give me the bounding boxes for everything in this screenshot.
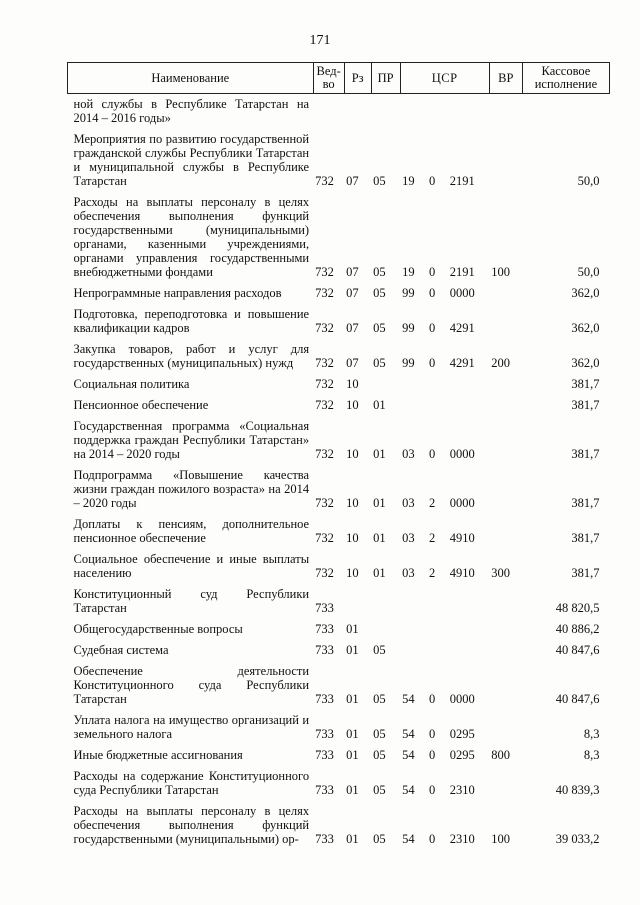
cell-vr: 300 (491, 566, 510, 580)
cell-csr-subprogram: 0 (429, 265, 436, 279)
header-amount: Кассовое исполнение (522, 63, 609, 94)
cell-amount: 48 820,5 (555, 601, 600, 615)
cell-csr-subprogram (427, 395, 448, 416)
cell-amount: 50,0 (577, 265, 600, 279)
cell-rz: 07 (346, 356, 359, 370)
cell-pr: 01 (373, 398, 386, 412)
cell-csr-direction: 2310 (449, 832, 475, 846)
cell-name: Судебная система (73, 643, 169, 657)
cell-csr-direction: 4291 (449, 356, 475, 370)
cell-csr-direction: 4291 (449, 321, 475, 335)
cell-csr-program (400, 94, 427, 130)
cell-vr (489, 94, 522, 130)
cell-amount: 50,0 (577, 174, 600, 188)
cell-name: Государственная программа «Социальная поддержка граждан Республики Татарстан» на 2014 – 2020 годы (73, 419, 310, 461)
cell-rz: 01 (346, 748, 359, 762)
cell-rz: 10 (346, 377, 359, 391)
cell-rz: 07 (346, 286, 359, 300)
table-row (68, 304, 610, 339)
header-rz: Рз (344, 63, 371, 94)
cell-name: Подготовка, переподготовка и повышение квалификации кадров (73, 307, 310, 335)
table-row (68, 549, 610, 584)
cell-ved: 732 (315, 496, 334, 510)
cell-vr (489, 416, 522, 465)
table-row (68, 395, 610, 416)
cell-amount: 40 847,6 (555, 692, 600, 706)
cell-csr-direction (448, 640, 489, 661)
cell-csr-direction: 0295 (449, 748, 475, 762)
cell-csr-program: 99 (402, 321, 415, 335)
cell-amount (522, 94, 609, 130)
cell-amount: 381,7 (571, 566, 600, 580)
table-row (68, 514, 610, 549)
cell-csr-program: 03 (402, 531, 415, 545)
cell-pr: 05 (373, 321, 386, 335)
cell-csr-subprogram: 0 (429, 832, 436, 846)
cell-name: Социальная политика (73, 377, 190, 391)
cell-csr-direction (448, 619, 489, 640)
cell-csr-direction: 0000 (449, 496, 475, 510)
cell-pr: 05 (373, 286, 386, 300)
cell-name: Непрограммные направления расходов (73, 286, 282, 300)
cell-name: Социальное обеспечение и иные выплаты населению (73, 552, 310, 580)
cell-ved: 732 (315, 265, 334, 279)
cell-amount: 8,3 (583, 748, 600, 762)
cell-ved: 733 (315, 622, 334, 636)
cell-rz: 10 (346, 447, 359, 461)
cell-amount: 381,7 (571, 377, 600, 391)
cell-csr-program: 99 (402, 356, 415, 370)
cell-pr (371, 584, 400, 619)
cell-amount: 381,7 (571, 531, 600, 545)
cell-csr-program (400, 619, 427, 640)
cell-csr-program (400, 395, 427, 416)
cell-csr-program: 54 (402, 832, 415, 846)
cell-vr: 100 (491, 832, 510, 846)
table-row (68, 374, 610, 395)
cell-pr: 01 (373, 447, 386, 461)
cell-name: Расходы на содержание Конституционного суда Республики Татарстан (73, 769, 310, 797)
cell-csr-direction: 2191 (449, 174, 475, 188)
cell-csr-direction (448, 374, 489, 395)
cell-csr-subprogram (427, 640, 448, 661)
header-csr: ЦСР (400, 63, 489, 94)
cell-csr-program: 03 (402, 447, 415, 461)
cell-name: ной службы в Республике Татарстан на 2014 – 2016 годы» (73, 97, 310, 125)
table-row (68, 465, 610, 514)
cell-csr-program: 54 (402, 692, 415, 706)
cell-amount: 362,0 (571, 321, 600, 335)
table-row (68, 801, 610, 850)
cell-vr (489, 395, 522, 416)
cell-ved: 733 (315, 727, 334, 741)
cell-amount: 362,0 (571, 286, 600, 300)
cell-vr (489, 619, 522, 640)
cell-vr (489, 283, 522, 304)
cell-amount: 381,7 (571, 398, 600, 412)
cell-amount: 8,3 (583, 727, 600, 741)
cell-csr-direction: 0000 (449, 286, 475, 300)
table-row (68, 339, 610, 374)
cell-csr-direction: 0000 (449, 692, 475, 706)
cell-pr: 05 (373, 748, 386, 762)
cell-ved: 733 (315, 748, 334, 762)
table-row (68, 283, 610, 304)
cell-rz (344, 94, 371, 130)
header-vr: ВР (489, 63, 522, 94)
cell-pr (371, 374, 400, 395)
table-header-row (68, 63, 610, 94)
cell-csr-subprogram (427, 374, 448, 395)
cell-name: Обеспечение деятельности Конституционного суда Республики Татарстан (73, 664, 310, 706)
table-row (68, 766, 610, 801)
cell-pr: 05 (373, 643, 386, 657)
cell-amount: 362,0 (571, 356, 600, 370)
table-row (68, 619, 610, 640)
table-row (68, 584, 610, 619)
cell-vr (489, 374, 522, 395)
cell-csr-subprogram: 0 (429, 447, 436, 461)
cell-csr-direction: 2310 (449, 783, 475, 797)
cell-ved: 732 (315, 447, 334, 461)
cell-rz (344, 584, 371, 619)
cell-pr: 05 (373, 265, 386, 279)
cell-vr: 100 (491, 265, 510, 279)
cell-vr (489, 640, 522, 661)
cell-ved: 733 (315, 643, 334, 657)
cell-csr-subprogram: 2 (429, 566, 436, 580)
cell-csr-subprogram: 0 (429, 783, 436, 797)
cell-rz: 10 (346, 496, 359, 510)
cell-csr-direction (448, 395, 489, 416)
cell-amount: 40 839,3 (555, 783, 600, 797)
cell-ved: 732 (315, 398, 334, 412)
cell-vr (489, 661, 522, 710)
cell-csr-direction: 4910 (449, 566, 475, 580)
cell-name: Расходы на выплаты персоналу в целях обеспечения выполнения функций государственными (муниципальными) органами, казенными учреждениями, органами управления государственными внебюджетными фондами (73, 195, 310, 279)
cell-rz: 10 (346, 531, 359, 545)
table-row (68, 640, 610, 661)
cell-pr (371, 619, 400, 640)
cell-ved: 732 (315, 566, 334, 580)
cell-rz: 07 (346, 321, 359, 335)
cell-vr (489, 710, 522, 745)
cell-csr-direction: 4910 (449, 531, 475, 545)
cell-vr (489, 465, 522, 514)
header-pr: ПР (371, 63, 400, 94)
cell-pr: 05 (373, 174, 386, 188)
cell-name: Расходы на выплаты персоналу в целях обеспечения выполнения функций государственными (муниципальными) ор- (73, 804, 310, 846)
cell-vr (489, 584, 522, 619)
cell-ved: 732 (315, 286, 334, 300)
cell-csr-subprogram: 2 (429, 496, 436, 510)
cell-csr-program: 03 (402, 566, 415, 580)
cell-csr-subprogram: 0 (429, 727, 436, 741)
budget-table (67, 62, 610, 850)
cell-amount: 381,7 (571, 447, 600, 461)
cell-csr-program: 54 (402, 727, 415, 741)
table-row (68, 192, 610, 283)
cell-name: Общегосударственные вопросы (73, 622, 243, 636)
cell-csr-direction (448, 584, 489, 619)
cell-ved: 733 (315, 783, 334, 797)
cell-csr-subprogram (427, 584, 448, 619)
cell-name: Подпрограмма «Повышение качества жизни граждан пожилого возраста» на 2014 – 2020 годы (73, 468, 310, 510)
table-row (68, 94, 610, 130)
cell-csr-program: 19 (402, 265, 415, 279)
cell-rz: 10 (346, 566, 359, 580)
cell-vr (489, 129, 522, 192)
cell-amount: 381,7 (571, 496, 600, 510)
table-row (68, 661, 610, 710)
cell-csr-program: 54 (402, 783, 415, 797)
cell-vr (489, 766, 522, 801)
cell-rz: 10 (346, 398, 359, 412)
cell-pr: 01 (373, 531, 386, 545)
cell-csr-program: 03 (402, 496, 415, 510)
cell-csr-direction (448, 94, 489, 130)
cell-rz: 01 (346, 622, 359, 636)
cell-name: Уплата налога на имущество организаций и земельного налога (73, 713, 310, 741)
cell-csr-direction: 2191 (449, 265, 475, 279)
table-row (68, 710, 610, 745)
cell-csr-program (400, 584, 427, 619)
cell-name: Пенсионное обеспечение (73, 398, 209, 412)
cell-rz: 01 (346, 783, 359, 797)
cell-rz: 01 (346, 692, 359, 706)
cell-name: Мероприятия по развитию государственной гражданской службы Республики Татарстан и муниципальной службы в Республике Татарстан (73, 132, 310, 188)
cell-rz: 07 (346, 265, 359, 279)
cell-amount: 39 033,2 (555, 832, 600, 846)
cell-vr: 800 (491, 748, 510, 762)
cell-name: Конституционный суд Республики Татарстан (73, 587, 310, 615)
cell-csr-subprogram: 0 (429, 321, 436, 335)
cell-ved: 733 (315, 601, 334, 615)
cell-csr-subprogram (427, 94, 448, 130)
cell-csr-direction: 0295 (449, 727, 475, 741)
cell-pr: 05 (373, 692, 386, 706)
table-body (68, 94, 610, 851)
cell-pr: 05 (373, 727, 386, 741)
header-name: Наименование (68, 63, 314, 94)
cell-rz: 01 (346, 643, 359, 657)
cell-amount: 40 847,6 (555, 643, 600, 657)
cell-csr-program (400, 374, 427, 395)
cell-csr-subprogram: 0 (429, 174, 436, 188)
cell-pr: 01 (373, 566, 386, 580)
cell-csr-direction: 0000 (449, 447, 475, 461)
cell-vr (489, 304, 522, 339)
cell-name: Доплаты к пенсиям, дополнительное пенсионное обеспечение (73, 517, 310, 545)
cell-csr-program: 99 (402, 286, 415, 300)
table-row (68, 745, 610, 766)
cell-csr-program: 54 (402, 748, 415, 762)
page-number: 171 (309, 33, 331, 48)
cell-ved: 733 (315, 692, 334, 706)
header-ved: Вед- во (313, 63, 344, 94)
cell-pr: 05 (373, 356, 386, 370)
cell-rz: 01 (346, 832, 359, 846)
cell-vr (489, 514, 522, 549)
cell-ved: 732 (315, 377, 334, 391)
cell-pr: 05 (373, 783, 386, 797)
cell-amount: 40 886,2 (555, 622, 600, 636)
table-row (68, 416, 610, 465)
cell-csr-subprogram: 0 (429, 748, 436, 762)
cell-csr-subprogram: 0 (429, 692, 436, 706)
cell-csr-program (400, 640, 427, 661)
cell-csr-subprogram (427, 619, 448, 640)
cell-ved: 732 (315, 356, 334, 370)
cell-ved: 732 (315, 321, 334, 335)
cell-ved: 733 (315, 832, 334, 846)
cell-ved: 732 (315, 174, 334, 188)
cell-csr-subprogram: 0 (429, 286, 436, 300)
cell-pr (371, 94, 400, 130)
cell-pr: 05 (373, 832, 386, 846)
table-row (68, 129, 610, 192)
cell-name: Иные бюджетные ассигнования (73, 748, 243, 762)
cell-rz: 07 (346, 174, 359, 188)
cell-pr: 01 (373, 496, 386, 510)
cell-name: Закупка товаров, работ и услуг для государственных (муниципальных) нужд (73, 342, 310, 370)
cell-vr: 200 (491, 356, 510, 370)
cell-csr-subprogram: 2 (429, 531, 436, 545)
cell-ved (313, 94, 344, 130)
cell-rz: 01 (346, 727, 359, 741)
cell-csr-subprogram: 0 (429, 356, 436, 370)
cell-csr-program: 19 (402, 174, 415, 188)
cell-ved: 732 (315, 531, 334, 545)
